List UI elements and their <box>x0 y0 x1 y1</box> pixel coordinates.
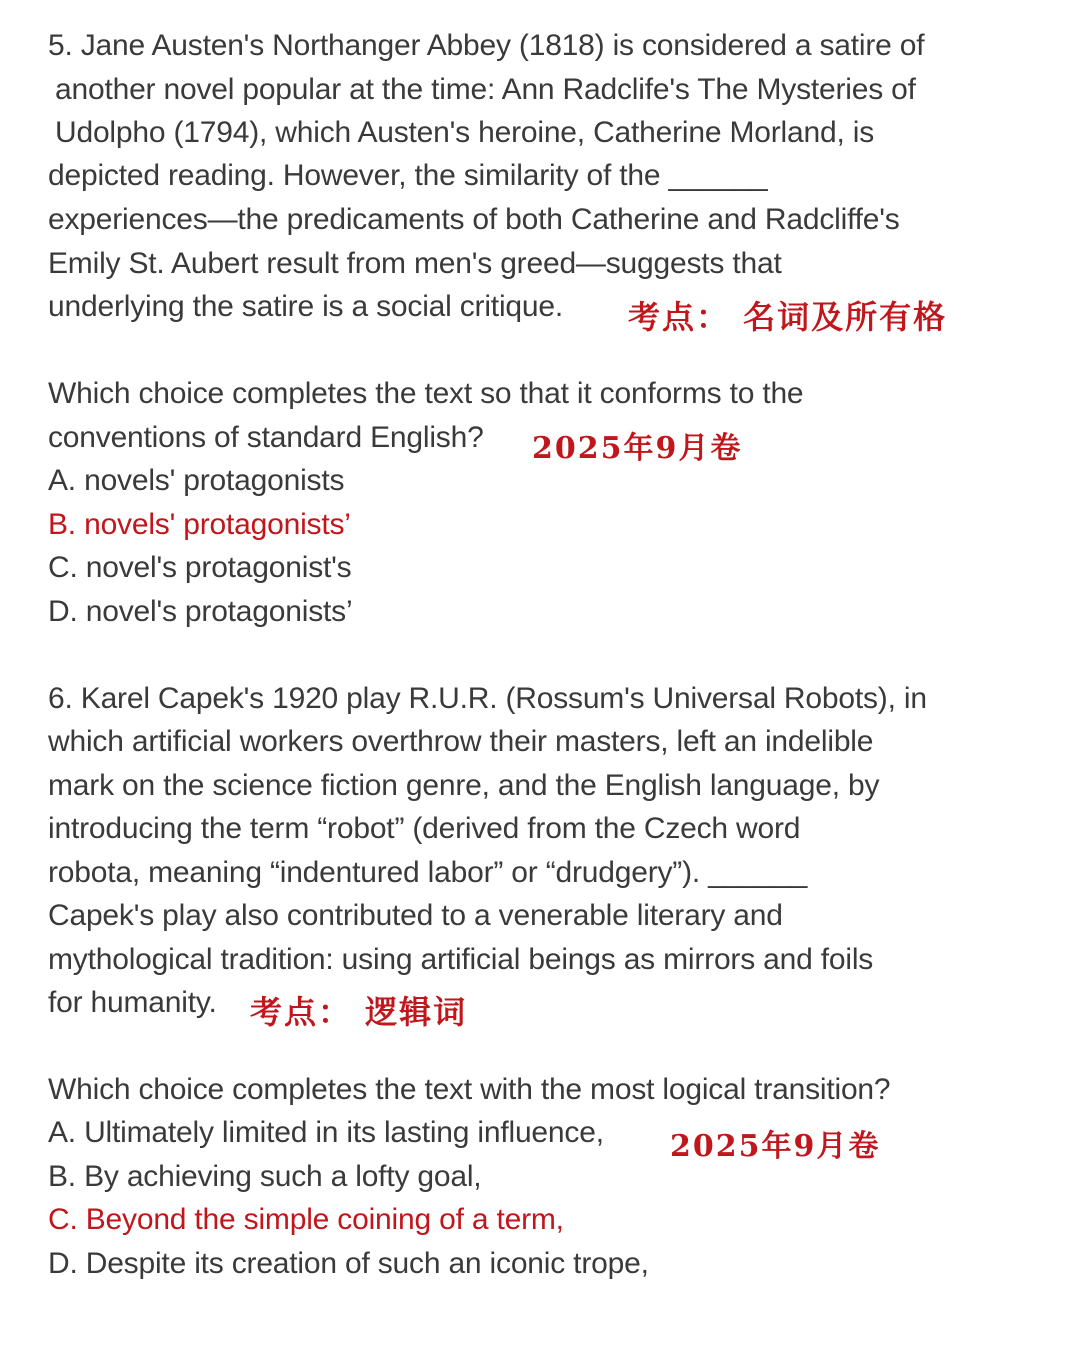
q6-date-annotation: 2025年9月卷 <box>670 1129 881 1164</box>
q5-question-line: conventions of standard English? <box>48 421 484 454</box>
q6-choice-a: A. Ultimately limited in its lasting influence, <box>48 1116 604 1149</box>
q6-choice-c-correct: C. Beyond the simple coining of a term, <box>48 1203 564 1236</box>
q6-passage-line: for humanity. <box>48 986 217 1019</box>
q6-passage-line: robota, meaning “indentured labor” or “drudgery”). ______ <box>48 856 808 889</box>
q6-passage-line: mark on the science fiction genre, and the English language, by <box>48 769 880 802</box>
q5-passage-line: 5. Jane Austen's Northanger Abbey (1818) is considered a satire of <box>48 29 925 62</box>
q6-topic-annotation: 考点： 逻辑词 <box>250 993 468 1031</box>
q5-passage-line: experiences—the predicaments of both Catherine and Radcliffe's <box>48 203 900 236</box>
q5-passage-line: Emily St. Aubert result from men's greed—suggests that <box>48 247 782 280</box>
q5-choice-a: A. novels' protagonists <box>48 464 345 497</box>
q5-choice-b-correct: B. novels' protagonists’ <box>48 508 351 541</box>
q5-passage-line: another novel popular at the time: Ann Radclife's The Mysteries of <box>55 73 916 106</box>
q6-passage-line: 6. Karel Capek's 1920 play R.U.R. (Rossum's Universal Robots), in <box>48 682 927 715</box>
q6-passage-line: mythological tradition: using artificial beings as mirrors and foils <box>48 943 874 976</box>
q5-topic-annotation: 考点： 名词及所有格 <box>628 298 948 336</box>
q5-passage-line: Udolpho (1794), which Austen's heroine, Catherine Morland, is <box>55 116 874 149</box>
q6-passage-line: which artificial workers overthrow their masters, left an indelible <box>48 725 874 758</box>
q6-choice-d: D. Despite its creation of such an iconic trope, <box>48 1247 649 1280</box>
q5-date-annotation: 2025年9月卷 <box>532 431 743 466</box>
q5-choice-d: D. novel's protagonists’ <box>48 595 353 628</box>
q5-choice-c: C. novel's protagonist's <box>48 551 352 584</box>
q6-passage-line: Capek's play also contributed to a venerable literary and <box>48 899 783 932</box>
q5-passage-line: underlying the satire is a social critique. <box>48 290 563 323</box>
q5-passage-line: depicted reading. However, the similarity of the ______ <box>48 159 768 192</box>
q6-choice-b: B. By achieving such a lofty goal, <box>48 1160 482 1193</box>
q5-question-line: Which choice completes the text so that it conforms to the <box>48 377 804 410</box>
q6-question-line: Which choice completes the text with the most logical transition? <box>48 1073 891 1106</box>
q6-passage-line: introducing the term “robot” (derived from the Czech word <box>48 812 801 845</box>
